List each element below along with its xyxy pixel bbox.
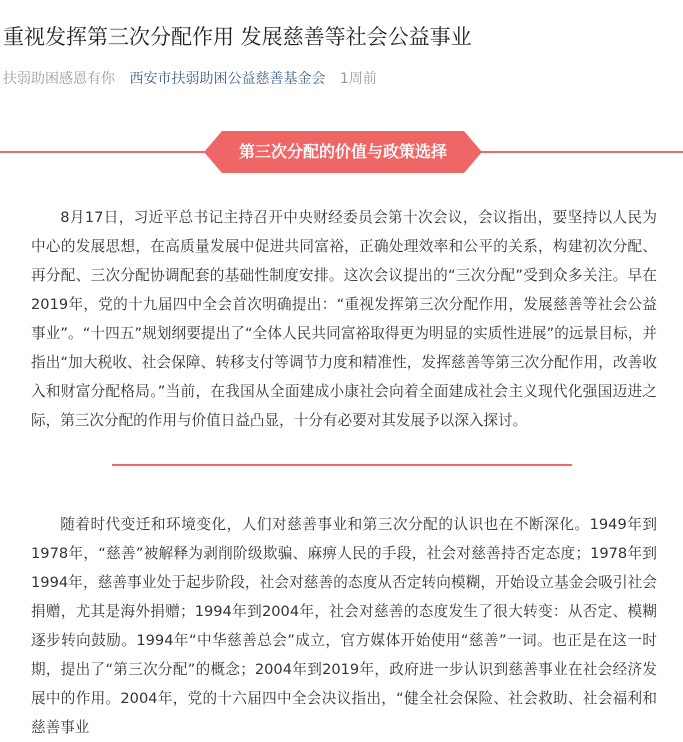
banner-line-right xyxy=(475,151,683,153)
article-title: 重视发挥第三次分配作用 发展慈善等社会公益事业 xyxy=(3,25,472,49)
section-banner xyxy=(0,131,683,173)
paragraph-2: 随着时代变迁和环境变化，人们对慈善事业和第三次分配的认识也在不断深化。1949年到1978年，“慈善”被解释为剥削阶级欺骗、麻痹人民的手段，社会对慈善持否定态度；1978年到1994年，慈善事业处于起步阶段，社会对慈善的态度从否定转向模糊，开始设立基金会吸引社会捐赠，尤其是海外捐赠；1994年到2004年，社会对慈善的态度发生了很大转变：从否定、模糊逐步转向鼓励。1994年“中华慈善总会”成立，官方媒体开始使用“慈善”一词。也正是在这一时期，提出了“第三次分配”的概念；2004年到2019年，政府进一步认识到慈善事业在社会经济发展中的作用。2004年，党的十六届四中全会决议指出，“健全社会保险、社会救助、社会福利和慈善事业 xyxy=(31,516,657,736)
paragraph-1: 8月17日，习近平总书记主持召开中央财经委员会第十次会议，会议指出，要坚持以人民为中心的发展思想，在高质量发展中促进共同富裕，正确处理效率和公平的关系，构建初次分配、再分配、三次分配协调配套的基础性制度安排。这次会议提出的“三次分配”受到众多关注。早在2019年，党的十九届四中全会首次明确提出：“重视发挥第三次分配作用，发展慈善等社会公益事业”。“十四五”规划纲要提出了“全体人民共同富裕取得更为明显的实质性进展”的远景目标，并指出“加大税收、社会保障、转移支付等调节力度和精准性，发挥慈善等第三次分配作用，改善收入和财富分配格局。”当前，在我国从全面建成小康社会向着全面建成社会主义现代化强国迈进之际，第三次分配的作用与价值日益凸显，十分有必要对其发展予以深入探讨。 xyxy=(31,209,657,429)
section-divider xyxy=(112,464,572,466)
account-link[interactable]: 西安市扶弱助困公益慈善基金会 xyxy=(129,71,326,87)
publish-time: 1周前 xyxy=(339,71,377,87)
article-meta xyxy=(3,68,377,90)
author-name: 扶弱助困感恩有你 xyxy=(3,71,115,87)
banner-line-left xyxy=(0,151,215,153)
section-heading: 第三次分配的价值与政策选择 xyxy=(238,142,447,161)
